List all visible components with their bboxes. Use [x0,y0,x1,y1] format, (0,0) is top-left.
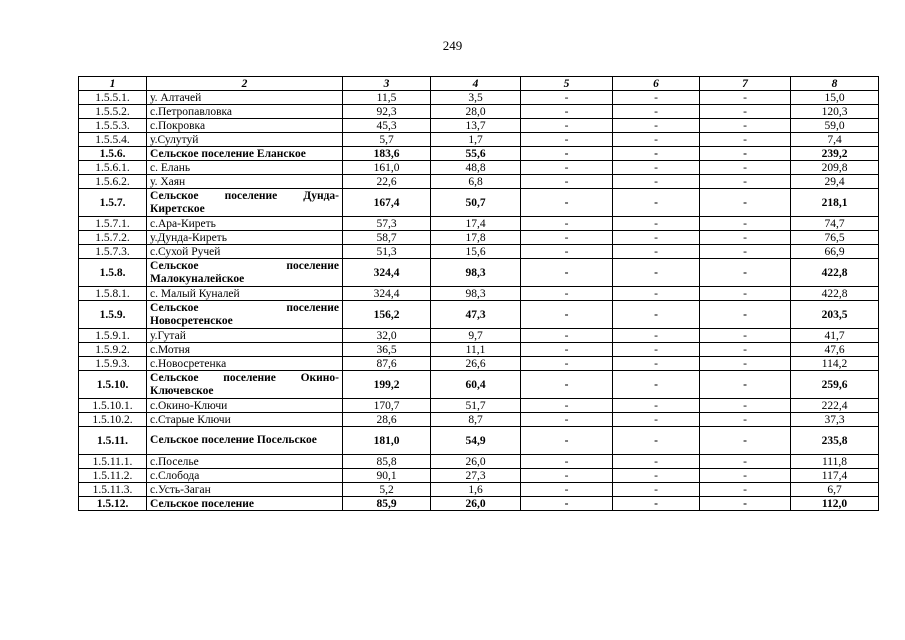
cell-col-3: 85,9 [343,497,431,511]
cell-col-3: 183,6 [343,147,431,161]
row-name: у.Сулутуй [147,133,343,147]
row-name: с.Ара-Киреть [147,217,343,231]
cell-col-3: 32,0 [343,329,431,343]
cell-col-8: 15,0 [791,91,879,105]
cell-col-7: - [700,231,791,245]
cell-col-8: 203,5 [791,301,879,329]
table-row [79,357,879,371]
cell-col-8: 76,5 [791,231,879,245]
cell-col-4: 1,7 [431,133,521,147]
cell-col-7: - [700,343,791,357]
cell-col-6: - [613,343,700,357]
cell-col-3: 5,7 [343,133,431,147]
row-name: с.Сухой Ручей [147,245,343,259]
cell-col-8: 111,8 [791,455,879,469]
cell-col-7: - [700,119,791,133]
table-row [79,497,879,511]
cell-col-8: 41,7 [791,329,879,343]
cell-col-4: 1,6 [431,483,521,497]
cell-col-7: - [700,357,791,371]
row-code: 1.5.8.1. [79,287,147,301]
row-name: с.Поселье [147,455,343,469]
row-name: Сельское поселение Малокуналейское [147,259,343,287]
cell-col-4: 98,3 [431,259,521,287]
cell-col-6: - [613,133,700,147]
cell-col-5: - [521,259,613,287]
row-name: с.Мотня [147,343,343,357]
row-name: с.Старые Ключи [147,413,343,427]
cell-col-7: - [700,91,791,105]
row-code: 1.5.12. [79,497,147,511]
row-code: 1.5.6.2. [79,175,147,189]
cell-col-6: - [613,231,700,245]
cell-col-8: 239,2 [791,147,879,161]
cell-col-7: - [700,399,791,413]
cell-col-4: 17,8 [431,231,521,245]
cell-col-4: 15,6 [431,245,521,259]
cell-col-4: 27,3 [431,469,521,483]
cell-col-7: - [700,427,791,455]
row-code: 1.5.11.3. [79,483,147,497]
cell-col-3: 324,4 [343,287,431,301]
cell-col-4: 11,1 [431,343,521,357]
row-code: 1.5.9.3. [79,357,147,371]
cell-col-6: - [613,427,700,455]
column-header: 3 [343,77,431,91]
cell-col-5: - [521,133,613,147]
cell-col-6: - [613,119,700,133]
cell-col-6: - [613,469,700,483]
cell-col-8: 259,6 [791,371,879,399]
cell-col-5: - [521,161,613,175]
cell-col-4: 6,8 [431,175,521,189]
row-code: 1.5.5.3. [79,119,147,133]
cell-col-4: 50,7 [431,189,521,217]
cell-col-5: - [521,231,613,245]
cell-col-8: 114,2 [791,357,879,371]
cell-col-7: - [700,217,791,231]
cell-col-8: 120,3 [791,105,879,119]
cell-col-6: - [613,497,700,511]
cell-col-3: 28,6 [343,413,431,427]
row-name: у.Дунда-Киреть [147,231,343,245]
row-name: Сельское поселение Новосретенское [147,301,343,329]
cell-col-6: - [613,413,700,427]
cell-col-4: 60,4 [431,371,521,399]
table-row [79,189,879,217]
cell-col-7: - [700,469,791,483]
cell-col-5: - [521,343,613,357]
cell-col-6: - [613,371,700,399]
cell-col-3: 11,5 [343,91,431,105]
table-row [79,231,879,245]
row-name: с.Петропавловка [147,105,343,119]
row-name: с.Новосретенка [147,357,343,371]
row-code: 1.5.9. [79,301,147,329]
row-code: 1.5.11.2. [79,469,147,483]
cell-col-8: 7,4 [791,133,879,147]
cell-col-4: 28,0 [431,105,521,119]
cell-col-6: - [613,161,700,175]
cell-col-3: 92,3 [343,105,431,119]
row-name: с.Покровка [147,119,343,133]
cell-col-4: 47,3 [431,301,521,329]
cell-col-3: 161,0 [343,161,431,175]
cell-col-7: - [700,259,791,287]
row-code: 1.5.9.1. [79,329,147,343]
table-row [79,133,879,147]
cell-col-5: - [521,245,613,259]
cell-col-4: 13,7 [431,119,521,133]
table-row [79,413,879,427]
table-header-row [79,77,879,91]
cell-col-7: - [700,413,791,427]
cell-col-6: - [613,455,700,469]
cell-col-6: - [613,483,700,497]
table-row [79,217,879,231]
column-header: 7 [700,77,791,91]
table-row [79,105,879,119]
cell-col-5: - [521,105,613,119]
cell-col-6: - [613,301,700,329]
cell-col-7: - [700,371,791,399]
cell-col-5: - [521,301,613,329]
cell-col-8: 37,3 [791,413,879,427]
cell-col-3: 58,7 [343,231,431,245]
row-name: Сельское поселение Дунда-Киретское [147,189,343,217]
table-row [79,455,879,469]
cell-col-5: - [521,91,613,105]
table-row [79,147,879,161]
row-code: 1.5.5.4. [79,133,147,147]
cell-col-5: - [521,427,613,455]
cell-col-5: - [521,399,613,413]
cell-col-7: - [700,287,791,301]
row-code: 1.5.8. [79,259,147,287]
column-header: 4 [431,77,521,91]
cell-col-4: 98,3 [431,287,521,301]
cell-col-6: - [613,245,700,259]
cell-col-3: 156,2 [343,301,431,329]
cell-col-6: - [613,105,700,119]
cell-col-5: - [521,497,613,511]
cell-col-5: - [521,455,613,469]
cell-col-5: - [521,119,613,133]
row-code: 1.5.7. [79,189,147,217]
cell-col-4: 54,9 [431,427,521,455]
column-header: 5 [521,77,613,91]
row-name: с. Елань [147,161,343,175]
cell-col-7: - [700,301,791,329]
cell-col-4: 26,0 [431,455,521,469]
cell-col-8: 29,4 [791,175,879,189]
cell-col-5: - [521,371,613,399]
cell-col-8: 47,6 [791,343,879,357]
row-name: Сельское поселение Окино-Ключевское [147,371,343,399]
row-code: 1.5.7.3. [79,245,147,259]
cell-col-3: 36,5 [343,343,431,357]
cell-col-6: - [613,147,700,161]
cell-col-7: - [700,105,791,119]
cell-col-4: 17,4 [431,217,521,231]
row-code: 1.5.6. [79,147,147,161]
cell-col-5: - [521,175,613,189]
cell-col-3: 324,4 [343,259,431,287]
row-name: с.Окино-Ключи [147,399,343,413]
cell-col-7: - [700,329,791,343]
column-header: 1 [79,77,147,91]
cell-col-8: 218,1 [791,189,879,217]
row-name: Сельское поселение Посельское [147,427,343,455]
table-row [79,329,879,343]
cell-col-5: - [521,413,613,427]
table-row [79,343,879,357]
cell-col-7: - [700,147,791,161]
cell-col-8: 222,4 [791,399,879,413]
cell-col-4: 8,7 [431,413,521,427]
row-name: у.Гутай [147,329,343,343]
cell-col-8: 209,8 [791,161,879,175]
cell-col-8: 422,8 [791,259,879,287]
cell-col-3: 170,7 [343,399,431,413]
column-header: 2 [147,77,343,91]
cell-col-6: - [613,357,700,371]
cell-col-5: - [521,329,613,343]
settlements-table [78,76,879,511]
cell-col-6: - [613,329,700,343]
table-row [79,119,879,133]
table-row [79,259,879,287]
cell-col-8: 112,0 [791,497,879,511]
row-code: 1.5.10.2. [79,413,147,427]
table-row [79,399,879,413]
cell-col-7: - [700,161,791,175]
cell-col-3: 167,4 [343,189,431,217]
cell-col-5: - [521,147,613,161]
row-name: с.Слобода [147,469,343,483]
cell-col-8: 59,0 [791,119,879,133]
cell-col-6: - [613,287,700,301]
table-row [79,301,879,329]
cell-col-5: - [521,469,613,483]
column-header: 6 [613,77,700,91]
cell-col-8: 6,7 [791,483,879,497]
row-code: 1.5.5.1. [79,91,147,105]
row-code: 1.5.5.2. [79,105,147,119]
cell-col-3: 181,0 [343,427,431,455]
cell-col-3: 45,3 [343,119,431,133]
column-header: 8 [791,77,879,91]
cell-col-6: - [613,91,700,105]
cell-col-8: 66,9 [791,245,879,259]
row-code: 1.5.10. [79,371,147,399]
cell-col-5: - [521,287,613,301]
cell-col-4: 3,5 [431,91,521,105]
cell-col-5: - [521,357,613,371]
row-code: 1.5.11. [79,427,147,455]
cell-col-4: 26,6 [431,357,521,371]
cell-col-7: - [700,483,791,497]
cell-col-7: - [700,189,791,217]
cell-col-3: 51,3 [343,245,431,259]
cell-col-5: - [521,189,613,217]
row-name: Сельское поселение [147,497,343,511]
cell-col-7: - [700,245,791,259]
cell-col-3: 22,6 [343,175,431,189]
table-row [79,161,879,175]
cell-col-7: - [700,497,791,511]
cell-col-5: - [521,217,613,231]
cell-col-4: 26,0 [431,497,521,511]
cell-col-6: - [613,175,700,189]
cell-col-6: - [613,189,700,217]
table-row [79,483,879,497]
row-name: у. Алтачей [147,91,343,105]
table-row [79,469,879,483]
row-code: 1.5.10.1. [79,399,147,413]
cell-col-3: 87,6 [343,357,431,371]
table-row [79,245,879,259]
table-row [79,427,879,455]
cell-col-7: - [700,455,791,469]
cell-col-3: 5,2 [343,483,431,497]
cell-col-6: - [613,217,700,231]
row-name: у. Хаян [147,175,343,189]
cell-col-7: - [700,133,791,147]
row-code: 1.5.7.2. [79,231,147,245]
cell-col-4: 9,7 [431,329,521,343]
cell-col-5: - [521,483,613,497]
row-code: 1.5.11.1. [79,455,147,469]
cell-col-3: 85,8 [343,455,431,469]
cell-col-7: - [700,175,791,189]
cell-col-6: - [613,259,700,287]
table-row [79,371,879,399]
cell-col-8: 74,7 [791,217,879,231]
row-name: Сельское поселение Еланское [147,147,343,161]
cell-col-8: 235,8 [791,427,879,455]
cell-col-6: - [613,399,700,413]
page-number: 249 [442,38,463,53]
row-name: с.Усть-Заган [147,483,343,497]
row-name: с. Малый Куналей [147,287,343,301]
cell-col-8: 422,8 [791,287,879,301]
table-body [79,77,879,511]
row-code: 1.5.7.1. [79,217,147,231]
cell-col-4: 55,6 [431,147,521,161]
table-row [79,287,879,301]
cell-col-8: 117,4 [791,469,879,483]
cell-col-4: 48,8 [431,161,521,175]
cell-col-3: 90,1 [343,469,431,483]
table-row [79,91,879,105]
cell-col-4: 51,7 [431,399,521,413]
cell-col-3: 57,3 [343,217,431,231]
row-code: 1.5.9.2. [79,343,147,357]
row-code: 1.5.6.1. [79,161,147,175]
cell-col-3: 199,2 [343,371,431,399]
table-row [79,175,879,189]
